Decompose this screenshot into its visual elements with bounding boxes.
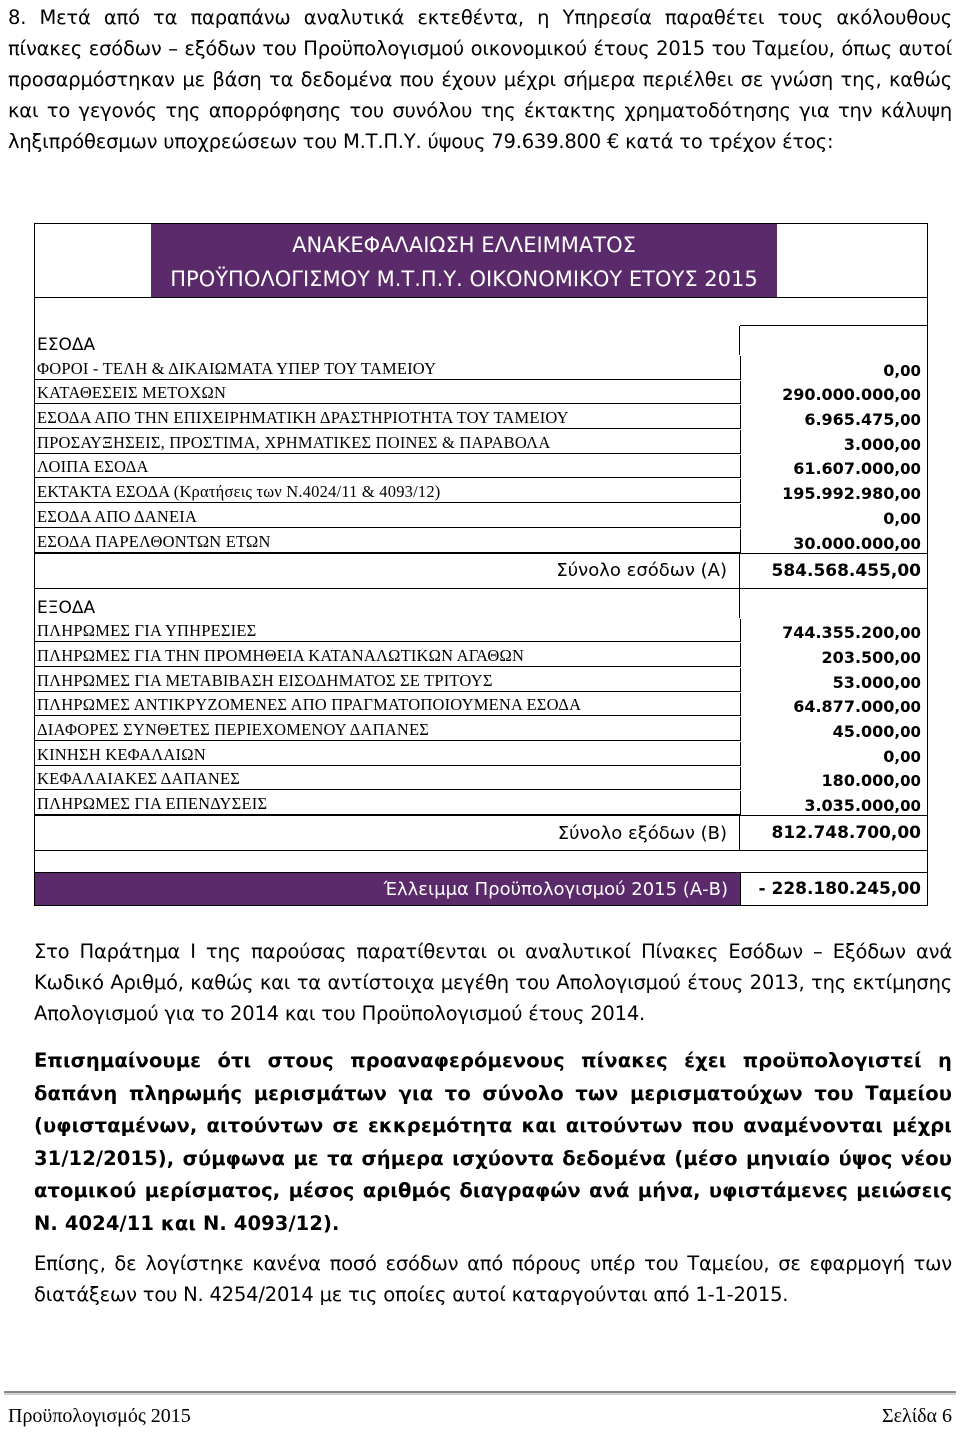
row-value: 6.965.475 ,00 (740, 405, 927, 429)
row-value: 180.000 ,00 (740, 767, 927, 791)
table-row (35, 454, 927, 479)
deficit-value: - 228.180.245 ,00 (740, 873, 927, 905)
budget-summary-table (34, 223, 928, 906)
table-row (35, 355, 927, 380)
row-value: 3.000 ,00 (740, 430, 927, 454)
table-row (35, 790, 927, 815)
row-label: ΠΛΗΡΩΜΕΣ ΑΝΤΙΚΡΥΖΟΜΕΝΕΣ ΑΠΟ ΠΡΑΓΜΑΤΟΠΟΙΟΥΜΕΝΑ ΕΣΟΔΑ (35, 693, 740, 717)
row-value: 45.000 ,00 (740, 717, 927, 741)
row-label: ΕΣΟΔΑ ΠΑΡΕΛΘΟΝΤΩΝ ΕΤΩΝ (35, 529, 740, 553)
revenue-note-paragraph: Επίσης, δε λογίστηκε κανένα ποσό εσόδων από πόρους υπέρ του Ταμείου, σε εφαρμογή των διατάξεων του Ν. 4254/2014 με τις οποίες αυτοί καταργούνται από 1-1-2015. (34, 1252, 952, 1306)
row-value: 0 ,00 (740, 356, 927, 380)
income-total-row (35, 553, 927, 589)
row-value: 30.000.000 ,00 (740, 529, 927, 553)
table-row (35, 429, 927, 454)
row-label: ΚΕΦΑΛΑΙΑΚΕΣ ΔΑΠΑΝΕΣ (35, 767, 740, 791)
table-row (35, 642, 927, 667)
row-label: ΠΛΗΡΩΜΕΣ ΓΙΑ ΤΗΝ ΠΡΟΜΗΘΕΙΑ ΚΑΤΑΝΑΛΩΤΙΚΩΝ ΑΓΑΘΩΝ (35, 643, 740, 667)
table-row (35, 667, 927, 692)
table-row (35, 766, 927, 791)
row-label: ΚΑΤΑΘΕΣΕΙΣ ΜΕΤΟΧΩΝ (35, 381, 740, 405)
row-label: ΠΛΗΡΩΜΕΣ ΓΙΑ ΕΠΕΝΔΥΣΕΙΣ (35, 791, 740, 815)
table-row (35, 741, 927, 766)
row-value: 203.500 ,00 (740, 643, 927, 667)
table-title-line-1: ΑΝΑΚΕΦΑΛΑΙΩΣΗ ΕΛΛΕΙΜΜΑΤΟΣ (292, 233, 636, 257)
row-value: 64.877.000 ,00 (740, 693, 927, 717)
expense-total-label: Σύνολο εξόδων (Β) (35, 816, 740, 850)
income-heading: ΕΣΟΔΑ (35, 326, 740, 355)
row-value: 0 ,00 (740, 504, 927, 528)
expense-rows (35, 618, 927, 816)
expense-heading: ΕΞΟΔΑ (35, 589, 740, 618)
table-row (35, 618, 927, 643)
row-value: 3.035.000 ,00 (740, 791, 927, 815)
row-value: 61.607.000 ,00 (740, 455, 927, 479)
row-value: 0 ,00 (740, 742, 927, 766)
income-section-heading (35, 326, 927, 355)
table-row (35, 404, 927, 429)
table-row (35, 692, 927, 717)
deficit-row (35, 872, 927, 905)
row-label: ΠΡΟΣΑΥΞΗΣΕΙΣ, ΠΡΟΣΤΙΜΑ, ΧΡΗΜΑΤΙΚΕΣ ΠΟΙΝΕΣ & ΠΑΡΑΒΟΛΑ (35, 430, 740, 454)
table-title (151, 224, 777, 297)
expense-total-row (35, 815, 927, 851)
table-row (35, 478, 927, 503)
income-rows (35, 355, 927, 553)
appendix-paragraph: Στο Παράτημα Ι της παρούσας παρατίθενται οι αναλυτικοί Πίνακες Εσόδων – Εξόδων ανά Κωδικό Αριθμό, καθώς και τα αντίστοιχα μεγέθη του Απολογισμού έτους 2013, της εκτίμησης Απολογισμού για το 2014 και του Προϋπολογισμού έτους 2014. (34, 940, 952, 1025)
row-label: ΕΚΤΑΚΤΑ ΕΣΟΔΑ (Κρατήσεις των Ν.4024/11 & 4093/12) (35, 479, 740, 503)
notice-paragraph: Επισημαίνουμε ότι στους προαναφερόμενους πίνακες έχει προϋπολογιστεί η δαπάνη πληρωμής μερισμάτων για το σύνολο των μερισματούχων του Ταμείου (υφισταμένων, αιτούντων σε εκκρεμότητα και αιτούντων που αναμένονται μέχρι 31/12/2015), σύμφωνα με τα σήμερα ισχύοντα δεδομένα (μέσο μηνιαίο ύψος νέου ατομικού μερίσματος, μέσος αριθμός διαγραφών ανά μήνα, υφιστάμενες μειώσεις Ν. 4024/11 και Ν. 4093/12). (34, 1049, 952, 1235)
table-title-line-2: ΠΡΟΫΠΟΛΟΓΙΣΜΟΥ Μ.Τ.Π.Υ. ΟΙΚΟΝΟΜΙΚΟΥ ΕΤΟΥΣ 2015 (170, 267, 758, 291)
row-value: 290.000.000 ,00 (740, 381, 927, 405)
deficit-label: Έλλειμμα Προϋπολογισμού 2015 (Α-Β) (35, 873, 740, 905)
table-row (35, 528, 927, 553)
row-value: 195.992.980 ,00 (740, 479, 927, 503)
row-value: 53.000 ,00 (740, 668, 927, 692)
table-row (35, 380, 927, 405)
row-label: ΠΛΗΡΩΜΕΣ ΓΙΑ ΜΕΤΑΒΙΒΑΣΗ ΕΙΣΟΔΗΜΑΤΟΣ ΣΕ ΤΡΙΤΟΥΣ (35, 668, 740, 692)
row-label: ΛΟΙΠΑ ΕΣΟΔΑ (35, 455, 740, 479)
expense-total-value: 812.748.700,00 (771, 823, 921, 843)
income-total-value: 584.568.455,00 (771, 560, 921, 581)
table-row (35, 716, 927, 741)
table-row (35, 503, 927, 528)
row-label: ΦΟΡΟΙ - ΤΕΛΗ & ΔΙΚΑΙΩΜΑΤΑ ΥΠΕΡ ΤΟΥ ΤΑΜΕΙΟΥ (35, 356, 740, 380)
footer-title: Προϋπολογισμός 2015 (8, 1405, 191, 1427)
row-label: ΕΣΟΔΑ ΑΠΟ ΤΗΝ ΕΠΙΧΕΙΡΗΜΑΤΙΚΗ ΔΡΑΣΤΗΡΙΟΤΗΤΑ ΤΟΥ ΤΑΜΕΙΟΥ (35, 405, 740, 429)
footer-page-number: Σελίδα 6 (881, 1405, 952, 1427)
row-label: ΕΣΟΔΑ ΑΠΟ ΔΑΝΕΙΑ (35, 504, 740, 528)
row-value: 744.355.200 ,00 (740, 619, 927, 643)
income-total-label: Σύνολο εσόδων (Α) (35, 554, 740, 588)
row-label: ΚΙΝΗΣΗ ΚΕΦΑΛΑΙΩΝ (35, 742, 740, 766)
footer-divider (4, 1391, 956, 1393)
row-label: ΔΙΑΦΟΡΕΣ ΣΥΝΘΕΤΕΣ ΠΕΡΙΕΧΟΜΕΝΟΥ ΔΑΠΑΝΕΣ (35, 717, 740, 741)
table-gap (35, 851, 927, 872)
intro-paragraph: 8. Μετά από τα παραπάνω αναλυτικά εκτεθέντα, η Υπηρεσία παραθέτει τους ακόλουθους πίνακες εσόδων – εξόδων του Προϋπολογισμού οικονομικού έτους 2015 του Ταμείου, όπως αυτοί προσαρμόστηκαν με βάση τα δεδομένα που έχουν μέχρι σήμερα περιέλθει σε γνώση της, καθώς και το γεγονός της απορρόφησης του συνόλου της έκτακτης χρηματοδότησης για την κάλυψη ληξιπρόθεσμων υποχρεώσεων του Μ.Τ.Π.Υ. ύψους 79.639.800 € κατά το τρέχον έτος: (8, 6, 952, 153)
expense-section-heading (35, 589, 927, 618)
row-label: ΠΛΗΡΩΜΕΣ ΓΙΑ ΥΠΗΡΕΣΙΕΣ (35, 619, 740, 643)
table-spacer (35, 297, 927, 326)
